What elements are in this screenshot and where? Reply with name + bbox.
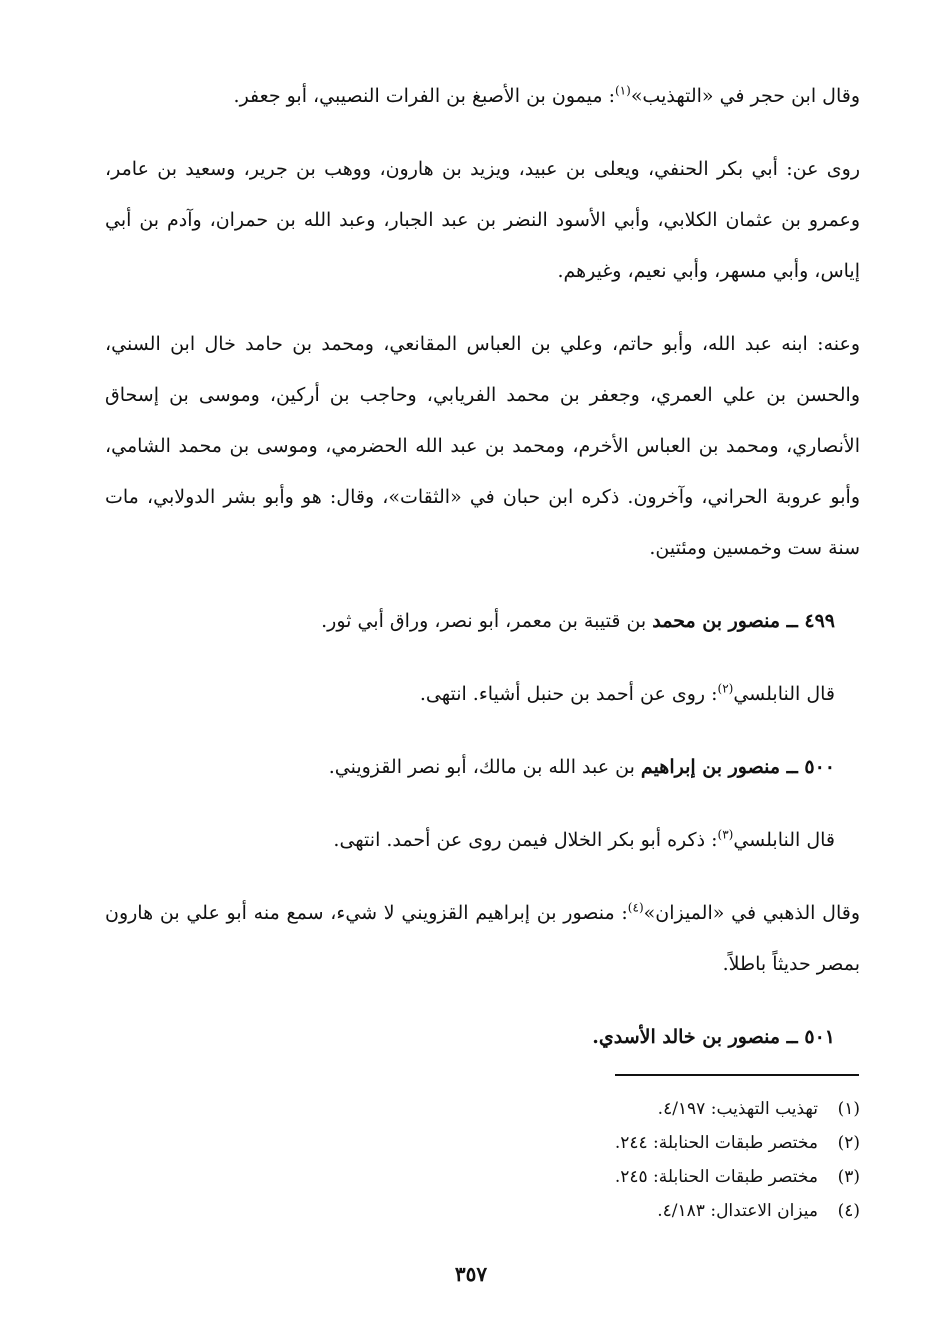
paragraph-text: : ذكره أبو بكر الخلال فيمن روى عن أحمد. انتهى. (333, 829, 718, 851)
entry-text: بن قتيبة بن معمر، أبو نصر، وراق أبي ثور. (321, 610, 653, 632)
paragraph-text: قال النابلسي (733, 829, 835, 851)
entry-499 (105, 596, 860, 647)
entry-text: بن عبد الله بن مالك، أبو نصر القزويني. (328, 756, 641, 778)
footnote-text: مختصر طبقات الحنابلة: ٢٤٥. (614, 1167, 818, 1187)
footnote-3 (400, 1160, 860, 1194)
main-text (105, 71, 860, 1063)
paragraph-narrated-by: وعنه: ابنه عبد الله، وأبو حاتم، وعلي بن العباس المقانعي، ومحمد بن حامد خال ابن السني، والحسن بن علي العمري، وجعفر بن محمد الفريابي، وحاجب بن أركين، وموسى بن إسحاق الأنصاري، ومحمد بن العباس الأخرم، ومحمد بن عبد الله الحضرمي، وموسى بن محمد الشامي، وأبو عروبة الحراني، وآخرون. ذكره ابن حبان في «الثقات»، وقال: هو وأبو بشر الدولابي، مات سنة ست وخمسين ومئتين. (105, 333, 860, 559)
footnote-ref-4: (٤) (627, 900, 644, 915)
paragraph-nabulsi-1 (105, 669, 860, 720)
paragraph-text: قال النابلسي (733, 683, 835, 705)
paragraph-tahdhib (105, 71, 860, 122)
entry-501: ٥٠١ ــ منصور بن خالد الأسدي. (592, 1026, 835, 1048)
footnote-text: ميزان الاعتدال: ٤/١٨٣. (657, 1201, 818, 1221)
footnotes (400, 1092, 860, 1228)
entry-500 (105, 742, 860, 793)
entry-heading: ٤٩٩ ــ منصور بن محمد (652, 610, 835, 632)
footnote-divider (615, 1074, 859, 1076)
paragraph-dhahabi (105, 888, 860, 990)
footnote-ref-1: (١) (614, 83, 631, 98)
footnote-text: تهذيب التهذيب: ٤/١٩٧. (657, 1099, 818, 1119)
footnote-4 (400, 1194, 860, 1228)
footnote-number: (٤) (837, 1201, 860, 1221)
page-number: ٣٥٧ (454, 1262, 488, 1286)
entry-heading: ٥٠٠ ــ منصور بن إبراهيم (640, 756, 835, 778)
footnote-1 (400, 1092, 860, 1126)
footnote-number: (١) (837, 1099, 860, 1119)
paragraph-text: : ميمون بن الأصبغ بن الفرات النصيبي، أبو جعفر. (233, 85, 615, 107)
footnote-number: (٢) (837, 1133, 860, 1153)
footnote-number: (٣) (837, 1167, 860, 1187)
paragraph-text: وقال الذهبي في «الميزان» (643, 902, 860, 924)
paragraph-narrated-from: روى عن: أبي بكر الحنفي، ويعلى بن عبيد، ويزيد بن هارون، ووهب بن جرير، وسعيد بن عامر، وعمرو بن عثمان الكلابي، وأبي الأسود النضر بن عبد الجبار، وعبد الله بن حمران، وآدم بن أبي إياس، وأبي مسهر، وأبي نعيم، وغيرهم. (105, 158, 860, 282)
paragraph-nabulsi-2 (105, 815, 860, 866)
footnote-2 (400, 1126, 860, 1160)
footnote-text: مختصر طبقات الحنابلة: ٢٤٤. (614, 1133, 818, 1153)
paragraph-text: : روى عن أحمد بن حنبل أشياء. انتهى. (419, 683, 718, 705)
footnote-ref-2: (٢) (717, 681, 734, 696)
paragraph-text: : منصور بن إبراهيم القزويني لا شيء، سمع منه أبو علي بن هارون بمصر حديثاً باطلاً. (105, 902, 860, 975)
footnote-ref-3: (٣) (717, 827, 734, 842)
paragraph-text: وقال ابن حجر في «التهذيب» (630, 85, 860, 107)
